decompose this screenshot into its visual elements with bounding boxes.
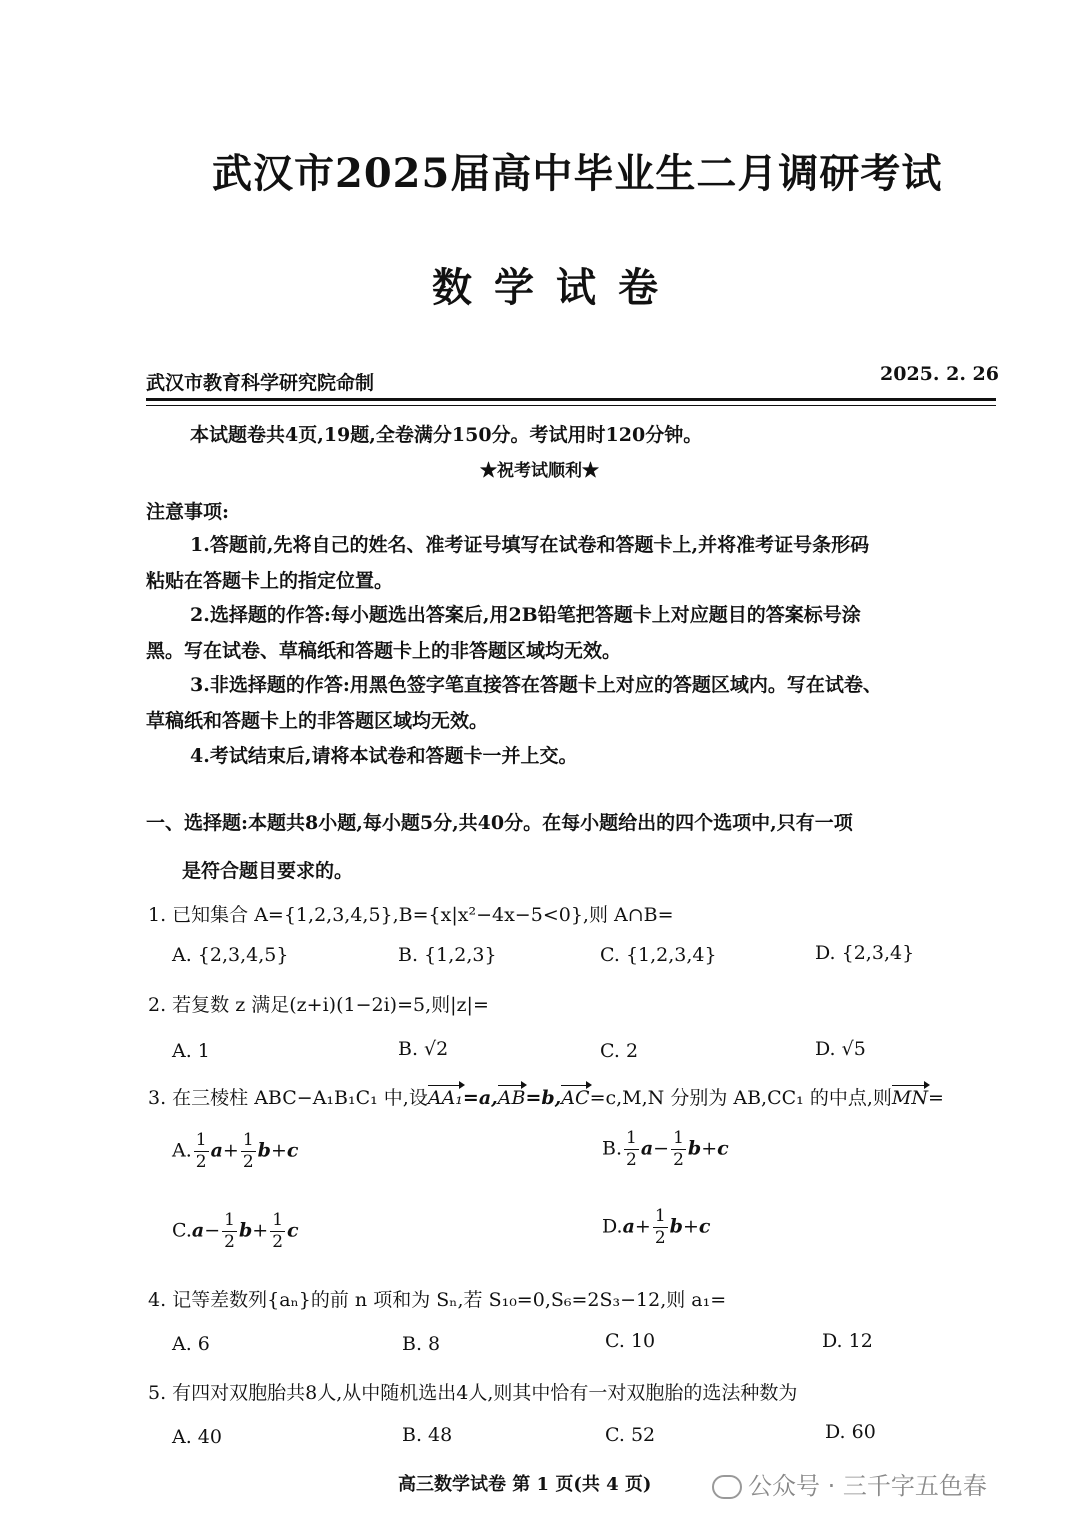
fraction: $\frac{1}{2}$ [224,1210,235,1252]
header-rule-thin [146,405,996,406]
note-line-7: 4.考试结束后,请将本试卷和答题卡一并上交。 [190,745,578,767]
exam-summary: 本试题卷共4页,19题,全卷满分150分。考试用时120分钟。 [190,424,703,446]
q1-option-c: C. {1,2,3,4} [600,944,717,966]
section1-heading-line1: 一、选择题:本题共8小题,每小题5分,共40分。在每小题给出的四个选项中,只有一项 [146,812,853,834]
q3-stem-prefix: 3. 在三棱柱 ABC−A₁B₁C₁ 中,设 [148,1087,428,1109]
q2-option-d: D. √5 [815,1038,866,1060]
q1-option-a: A. {2,3,4,5} [172,944,289,966]
q3-vector-ac: AC [561,1087,590,1109]
q3-option-d: D.a+ $\frac{1}{2}$ b+c [602,1206,711,1248]
notes-heading: 注意事项: [146,501,230,523]
fraction: $\frac{1}{2}$ [673,1128,684,1170]
q5-option-b: B. 48 [402,1424,453,1446]
q5-option-a: A. 40 [172,1426,222,1448]
header-rule-thick [146,398,996,401]
q3-d-label: D. [602,1215,623,1238]
q2-option-b: B. √2 [398,1038,449,1060]
q2-stem: 2. 若复数 z 满足(z+i)(1−2i)=5,则|z|= [148,994,489,1016]
q3-stem-eq-c: =c,M,N 分别为 AB,CC₁ 的中点,则 [589,1087,892,1109]
section1-heading-line2: 是符合题目要求的。 [182,860,354,882]
exam-title: 武汉市2025届高中毕业生二月调研考试 [212,150,943,197]
q4-option-c: C. 10 [605,1330,656,1352]
q5-option-c: C. 52 [605,1424,656,1446]
note-line-3: 2.选择题的作答:每小题选出答案后,用2B铅笔把答题卡上对应题目的答案标号涂 [190,604,861,626]
fraction: $\frac{1}{2}$ [272,1210,284,1252]
q3-b-label: B. [602,1137,623,1160]
q3-c-label: C. [172,1219,192,1242]
q3-stem-end: = [927,1087,944,1109]
q4-option-a: A. 6 [172,1333,210,1355]
q3-vector-aa1: AA₁ [427,1087,463,1109]
fraction: $\frac{1}{2}$ [626,1128,637,1170]
q4-stem: 4. 记等差数列{aₙ}的前 n 项和为 Sₙ,若 S₁₀=0,S₆=2S₃−12,则 a₁= [148,1289,727,1311]
q3-option-c: C.a− $\frac{1}{2}$ b+ $\frac{1}{2}$ c [172,1210,299,1252]
q3-option-a: A. $\frac{1}{2}$ a+ $\frac{1}{2}$ b+c [172,1130,299,1172]
watermark-text: 公众号 · 三千字五色春 [748,1472,987,1500]
q1-option-d: D. {2,3,4} [815,942,915,964]
note-line-6: 草稿纸和答题卡上的非答题区域均无效。 [146,710,489,732]
exam-date: 2025. 2. 26 [880,363,1000,385]
q1-stem: 1. 已知集合 A={1,2,3,4,5},B={x|x²−4x−5<0},则 A∩B= [148,904,674,926]
q1-option-b: B. {1,2,3} [398,944,497,966]
exam-author: 武汉市教育科学研究院命制 [146,372,375,394]
q3-vector-ab: AB [497,1087,526,1109]
fraction: $\frac{1}{2}$ [242,1130,254,1172]
q2-option-c: C. 2 [600,1040,639,1062]
q5-stem: 5. 有四对双胞胎共8人,从中随机选出4人,则其中恰有一对双胞胎的选法种数为 [148,1382,798,1404]
note-line-1: 1.答题前,先将自己的姓名、准考证号填写在试卷和答题卡上,并将准考证号条形码 [190,534,870,556]
q3-option-b: B. $\frac{1}{2}$ a− $\frac{1}{2}$ b+c [602,1128,729,1170]
watermark [712,1466,987,1501]
q2-option-a: A. 1 [172,1040,210,1062]
exam-wish: ★祝考试顺利★ [480,461,599,481]
q3-vector-mn: MN [891,1087,928,1109]
q3-stem [148,1083,944,1110]
q3-a-label: A. [172,1139,192,1162]
fraction: $\frac{1}{2}$ [654,1206,666,1248]
exam-subtitle: 数学试卷 [432,264,680,311]
fraction: $\frac{1}{2}$ [195,1130,207,1172]
q4-option-b: B. 8 [402,1333,441,1355]
note-line-4: 黑。写在试卷、草稿纸和答题卡上的非答题区域均无效。 [146,640,622,662]
q4-option-d: D. 12 [822,1330,873,1352]
wechat-icon [712,1475,742,1499]
q3-stem-eq-b: =b, [525,1087,562,1109]
note-line-2: 粘贴在答题卡上的指定位置。 [146,570,394,592]
q3-stem-eq-a: =a, [462,1087,498,1109]
q5-option-d: D. 60 [825,1421,876,1443]
note-line-5: 3.非选择题的作答:用黑色签字笔直接答在答题卡上对应的答题区域内。写在试卷、 [190,674,882,696]
page-footer: 高三数学试卷 第 1 页(共 4 页) [398,1474,652,1495]
